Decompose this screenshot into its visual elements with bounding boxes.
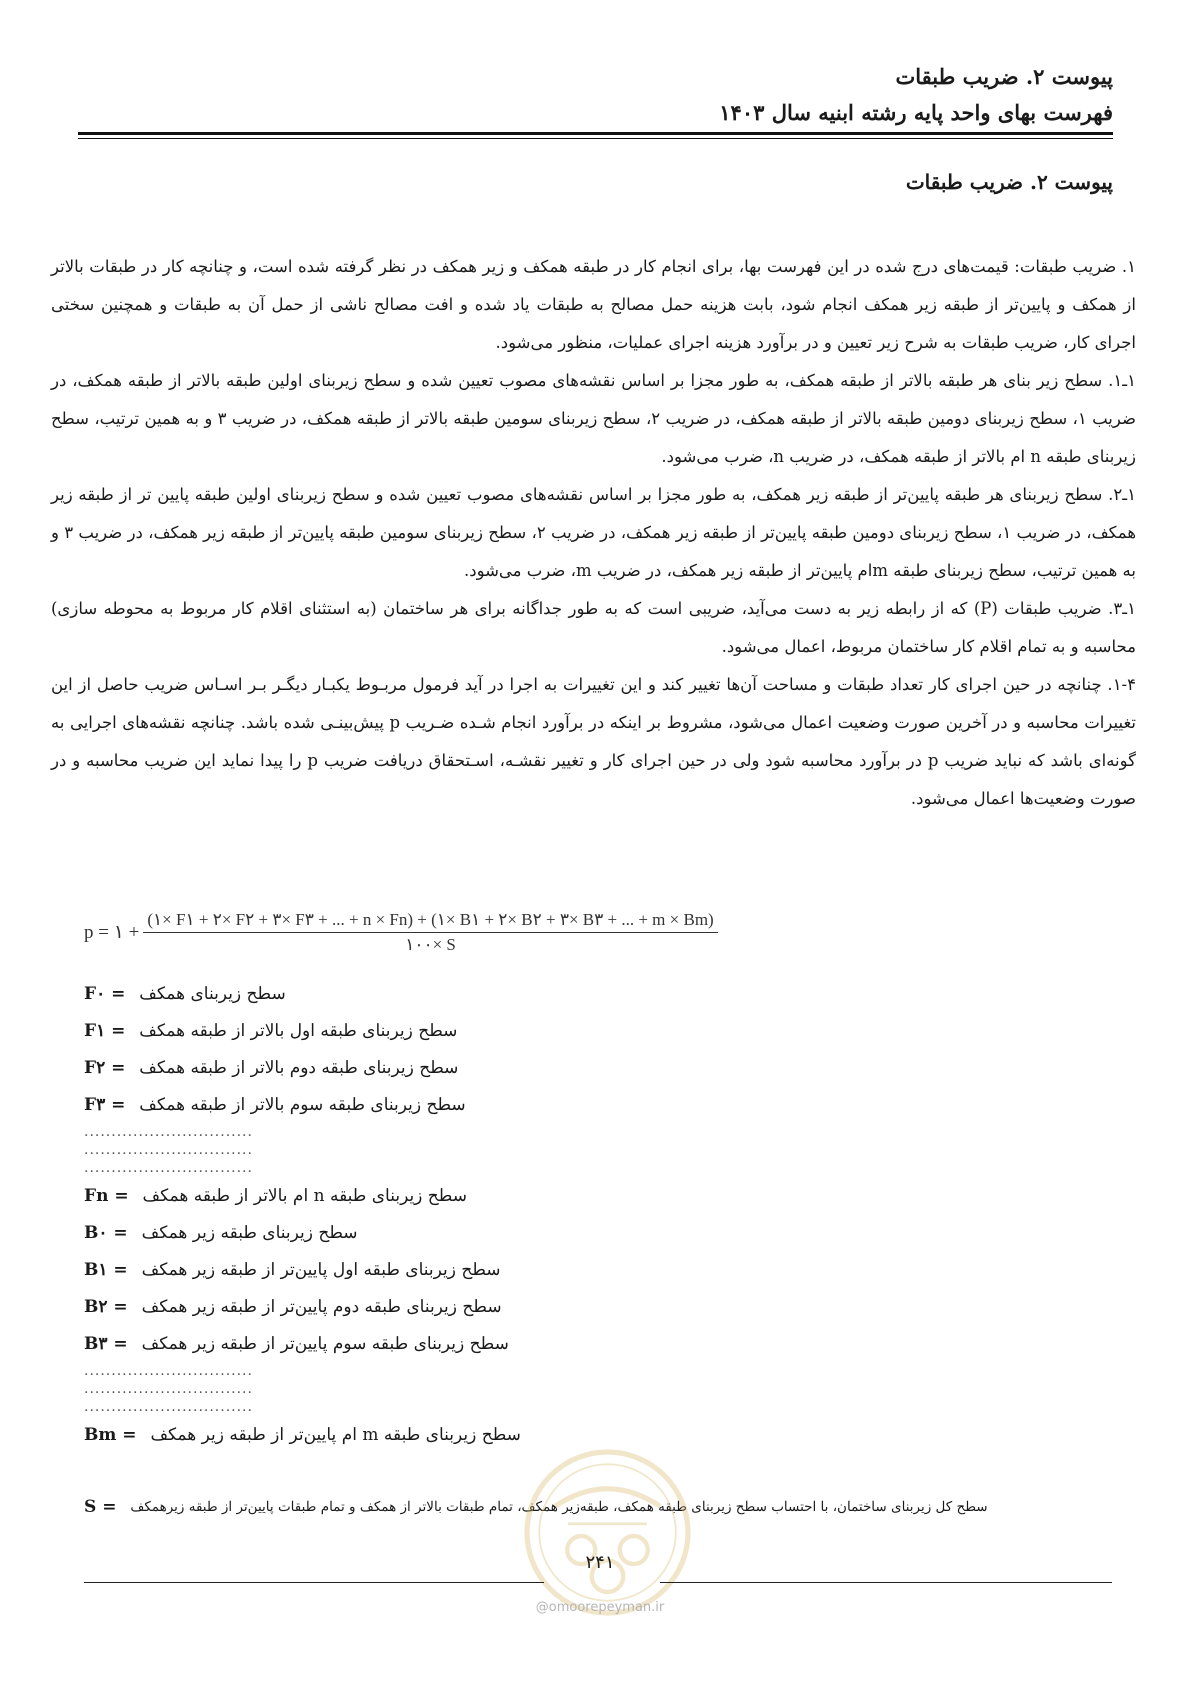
definition-text: سطح زیربنای طبقه m ام پایین‌تر از طبقه زیر همکف [150, 1424, 521, 1445]
header-rule-thick [78, 132, 1113, 135]
header-rule-thin [78, 138, 1113, 139]
paragraph-1-4: ۱-۴. چنانچه در حین اجرای کار تعداد طبقات و مساحت آن‌ها تغییر کند و این تغییرات به اجرا در آید فرمول مربـوط یکبـار دیگـر بـر اسـاس ضریب حاصل از این تغییرات محاسبه و در آخرین صورت وضعیت اعمال می‌شود، مشروط بر اینکه در برآورد انجام شـده ضـریب p پیش‌بینـی شده باشد. چنانچه نقشه‌های اجرایی به گونه‌ای باشد که نباید ضریب p در برآورد محاسبه شود ولی در حین اجرای کار و تغییر نقشـه، اسـتحقاق دریافت ضریب p را پیدا نماید این ضریب محاسبه و در صورت وضعیت‌ها اعمال می‌شود. [51, 675, 1137, 808]
definition-symbol: F۱ = [84, 1020, 132, 1041]
definition-symbol: Bm = [84, 1424, 143, 1445]
definition-symbol: B۳ = [84, 1333, 134, 1354]
definition-text: سطح زیربنای طبقه اول بالاتر از طبقه همکف [139, 1020, 458, 1041]
paragraph-1: ۱. ضریب طبقات: قیمت‌های درج شده در این فهرست بها، برای انجام کار در طبقه همکف و زیر همکف در نظر گرفته شده است، و چنانچه کار در طبقات بالاتر از همکف و پایین‌تر از طبقه زیر همکف انجام شود، بابت هزینه حمل مصالح به طبقات یاد شده و افت مصالح ناشی از حمل آن به طبقات و همچنین سختی اجرای کار، ضریب طبقات به شرح زیر تعیین و در برآورد هزینه اجرای عملیات، منظور می‌شود. [51, 257, 1136, 352]
definition-text: سطح زیربنای طبقه دوم بالاتر از طبقه همکف [139, 1057, 459, 1078]
definition-text: سطح زیربنای طبقه دوم پایین‌تر از طبقه زیر همکف [141, 1296, 502, 1317]
paragraph-1-3: ۱ـ۳. ضریب طبقات (P) که از رابطه زیر به دست می‌آید، ضریبی است که به طور جداگانه برای هر ساختمان (به استثنای اقلام کار مربوط به محوطه سازی) محاسبه و به تمام اقلام کار ساختمان مربوط، اعمال می‌شود. [51, 599, 1136, 656]
section-title: پیوست ۲. ضریب طبقات [905, 170, 1113, 194]
definition-symbol: F۳ = [84, 1094, 132, 1115]
definition-text: سطح زیربنای طبقه سوم بالاتر از طبقه همکف [139, 1094, 466, 1115]
definition-symbol: S = [84, 1497, 123, 1517]
definition-symbol: F۰ = [84, 983, 132, 1004]
definition-text: سطح کل زیربنای ساختمان، با احتساب سطح زیربنای طبقه همکف، طبقه‌زیر همکف، تمام طبقات بالاتر از همکف و تمام طبقات پایین‌تر از طبقه زیرهمکف [130, 1499, 988, 1515]
definition-f0 [84, 975, 784, 1012]
formula-denominator: ۱۰۰× S [405, 935, 456, 954]
definition-text: سطح زیربنای طبقه اول پایین‌تر از طبقه زیر همکف [141, 1259, 501, 1280]
definition-symbol: B۱ = [84, 1259, 134, 1280]
ellipsis-row: ............................... [84, 1399, 253, 1415]
header-line-2: فهرست بهای واحد پایه رشته ابنیه سال ۱۴۰۳ [719, 100, 1113, 125]
definition-b3 [84, 1325, 784, 1362]
definition-text: سطح زیربنای طبقه سوم پایین‌تر از طبقه زیر همکف [141, 1333, 509, 1354]
definition-b2 [84, 1288, 784, 1325]
formula-fraction [143, 910, 717, 955]
definition-text: سطح زیربنای طبقه زیر همکف [141, 1222, 358, 1243]
watermark-logo-icon [520, 1445, 695, 1620]
ellipsis-row: ............................... [84, 1363, 253, 1379]
definitions-list [84, 975, 784, 1453]
definition-f1 [84, 1012, 784, 1049]
definition-symbol: F۲ = [84, 1057, 132, 1078]
watermark-url: @omoorepeyman.ir [535, 1600, 665, 1615]
footer-rule-right [660, 1582, 1112, 1583]
paragraph-1-1: ۱ـ۱. سطح زیر بنای هر طبقه بالاتر از طبقه همکف، به طور مجزا بر اساس نقشه‌های مصوب تعیین شده و سطح زیربنای اولین طبقه بالاتر از طبقه همکف، در ضریب ۱، سطح زیربنای دومین طبقه بالاتر از طبقه همکف، در ضریب ۲، سطح زیربنای سومین طبقه بالاتر از طبقه همکف، در ضریب ۳ و به همین ترتیب، سطح زیربنای طبقه n ام بالاتر از طبقه همکف، در ضریب n، ضرب می‌شود. [51, 371, 1136, 466]
definition-symbol: Fn = [84, 1185, 135, 1206]
definition-text: سطح زیربنای طبقه n ام بالاتر از طبقه همکف [142, 1185, 467, 1206]
floor-coefficient-formula [84, 910, 718, 955]
ellipsis-row: ............................... [84, 1142, 253, 1158]
definition-fn [84, 1177, 784, 1214]
formula-lhs: p = ۱ + [84, 922, 140, 943]
formula-numerator: (۱× F۱ + ۲× F۲ + ۳× F۳ + ... + n × Fn) + (۱× B۱ + ۲× B۲ + ۳× B۳ + ... + m × Bm) [143, 910, 717, 933]
ellipsis-row: ............................... [84, 1124, 253, 1140]
paragraph-1-2: ۱ـ۲. سطح زیربنای هر طبقه پایین‌تر از طبقه زیر همکف، به طور مجزا بر اساس نقشه‌های مصوب تعیین شده و سطح زیربنای اولین طبقه پایین تر از طبقه زیر همکف، در ضریب ۱، سطح زیربنای دومین طبقه پایین‌تر از طبقه زیر همکف، در ضریب ۲، سطح زیربنای سومین طبقه پایین‌تر از طبقه زیر همکف، در ضریب ۳ و به همین ترتیب، سطح زیربنای طبقه mام پایین‌تر از طبقه زیر همکف، در ضریب m، ضرب می‌شود. [51, 485, 1137, 580]
definition-b0 [84, 1214, 784, 1251]
definition-text: سطح زیربنای همکف [139, 983, 286, 1004]
footer-rule-left [84, 1582, 544, 1583]
ellipsis-row: ............................... [84, 1381, 253, 1397]
page-number: ۲۴۱ [585, 1552, 615, 1573]
ellipsis-row: ............................... [84, 1160, 253, 1176]
body-text [51, 248, 1136, 818]
definition-f2 [84, 1049, 784, 1086]
definition-f3 [84, 1086, 784, 1123]
definition-symbol: B۰ = [84, 1222, 134, 1243]
definition-b1 [84, 1251, 784, 1288]
header-line-1: پیوست ۲. ضریب طبقات [895, 64, 1113, 89]
definition-symbol: B۲ = [84, 1296, 134, 1317]
